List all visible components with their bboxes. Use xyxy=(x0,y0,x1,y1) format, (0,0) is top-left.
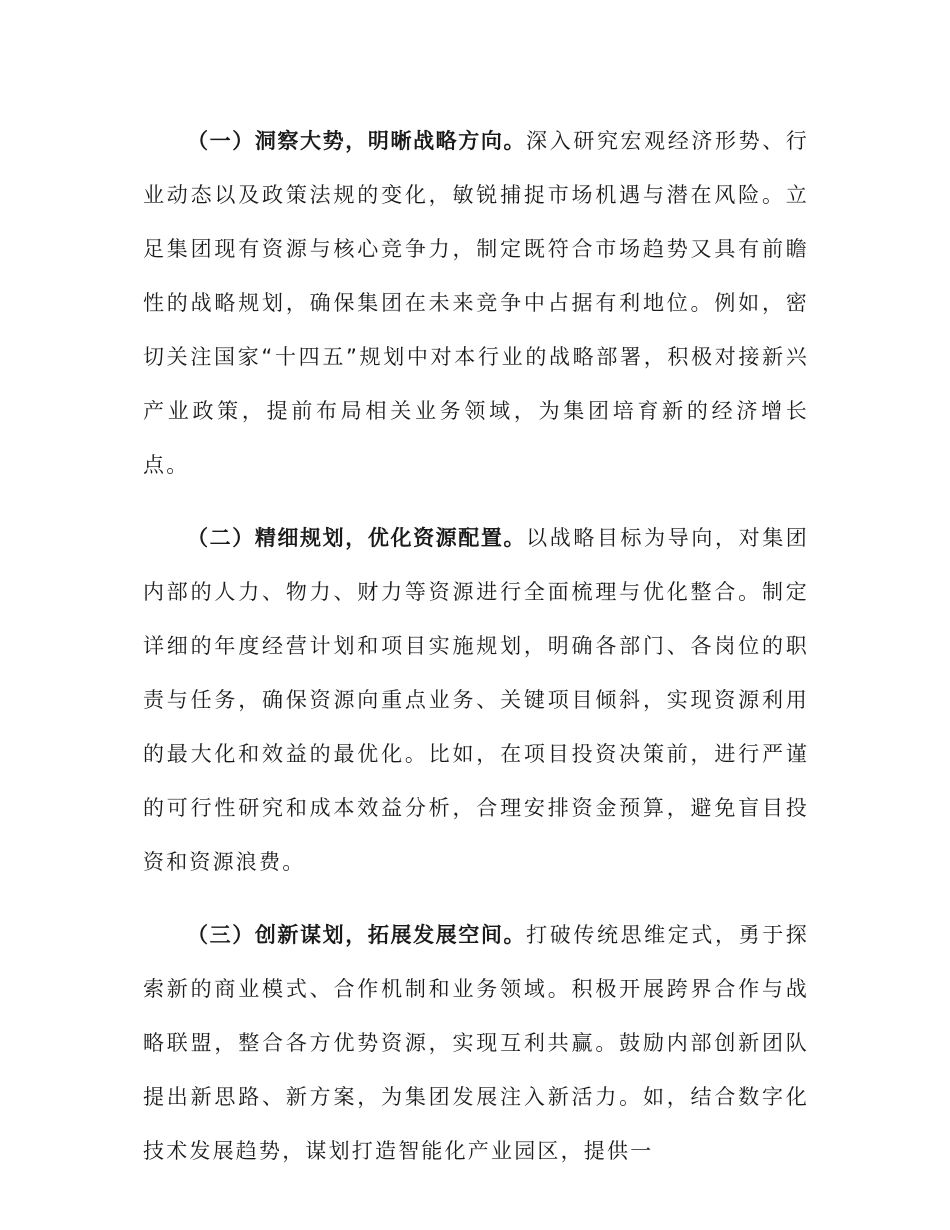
paragraph-heading: （一）洞察大势，明晰战略方向。 xyxy=(187,129,527,153)
paragraph-heading: （三）创新谋划，拓展发展空间。 xyxy=(187,923,527,947)
paragraph-innovation-planning xyxy=(143,908,809,1178)
paragraph-text: 以战略目标为导向，对集团内部的人力、物力、财力等资源进行全面梳理与优化整合。制定详细的年度经营计划和项目实施规划，明确各部门、各岗位的职责与任务，确保资源向重点业务、关键项目倾斜，实现资源利用的最大化和效益的最优化。比如，在项目投资决策前，进行严谨的可行性研究和成本效益分析，合理安排资金预算，避免盲目投资和资源浪费。 xyxy=(143,526,810,874)
paragraph-text: 深入研究宏观经济形势、行业动态以及政策法规的变化，敏锐捕捉市场机遇与潜在风险。立足集团现有资源与核心竞争力，制定既符合市场趋势又具有前瞻性的战略规划，确保集团在未来竞争中占据有利地位。例如，密切关注国家“十四五”规划中对本行业的战略部署，积极对接新兴产业政策，提前布局相关业务领域，为集团培育新的经济增长点。 xyxy=(143,129,810,477)
paragraph-heading: （二）精细规划，优化资源配置。 xyxy=(187,526,527,550)
paragraph-text: 打破传统思维定式，勇于探索新的商业模式、合作机制和业务领域。积极开展跨界合作与战略联盟，整合各方优势资源，实现互利共赢。鼓励内部创新团队提出新思路、新方案，为集团发展注入新活力。如，结合数字化技术发展趋势，谋划打造智能化产业园区，提供一 xyxy=(143,923,810,1163)
paragraph-strategic-direction xyxy=(143,114,809,492)
paragraph-resource-allocation xyxy=(143,511,809,889)
document-body xyxy=(143,114,809,1178)
